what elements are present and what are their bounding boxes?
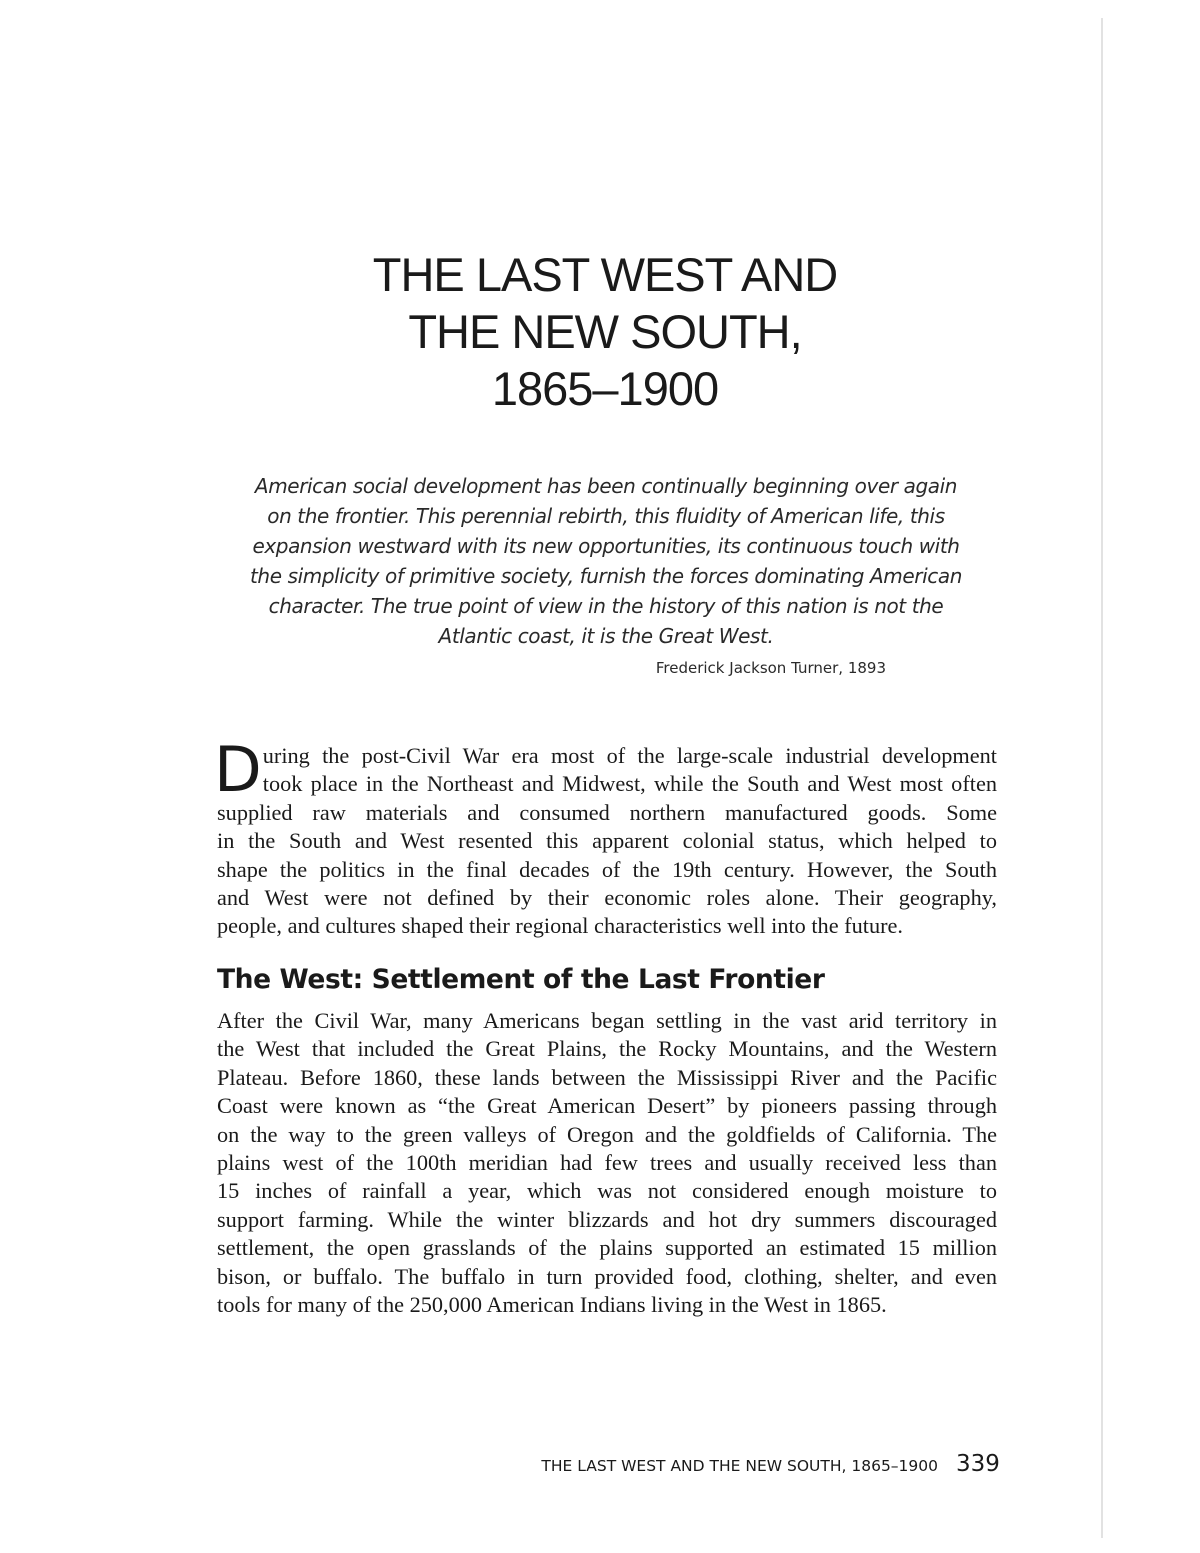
intro-line: uring the post-Civil War era most of the large-scale industrial development — [262, 743, 997, 768]
section-line: tools for many of the 250,000 American Indians living in the West in 1865. — [217, 1292, 887, 1318]
page-number: 339 — [956, 1451, 1000, 1477]
intro-line: took place in the Northeast and Midwest, while the South and West most often — [262, 771, 997, 797]
intro-paragraph — [214, 733, 997, 941]
intro-line: supplied raw materials and consumed northern manufactured goods. Some — [217, 799, 997, 825]
section-line: bison, or buffalo. The buffalo in turn provided food, clothing, shelter, and even — [217, 1263, 997, 1289]
epigraph-quote — [230, 471, 982, 651]
section-line: After the Civil War, many Americans began settling in the vast arid territory in — [217, 1008, 997, 1033]
epigraph-line: character. The true point of view in the history of this nation is not the — [268, 594, 944, 618]
epigraph-line: on the frontier. This perennial rebirth, this fluidity of American life, this — [267, 504, 945, 528]
epigraph-attribution: Frederick Jackson Turner, 1893 — [655, 659, 886, 677]
section-line: plains west of the 100th meridian had few trees and usually received less than — [217, 1150, 997, 1176]
epigraph-line: expansion westward with its new opportunities, its continuous touch with — [252, 534, 960, 558]
section-paragraph — [217, 1007, 997, 1319]
epigraph-line: American social development has been continually beginning over again — [254, 474, 958, 498]
epigraph-line: Atlantic coast, it is the Great West. — [438, 624, 774, 648]
chapter-title — [250, 246, 960, 417]
section-line: support farming. While the winter blizzards and hot dry summers discouraged — [217, 1206, 997, 1232]
section-line: on the way to the green valleys of Oregon and the goldfields of California. The — [217, 1121, 997, 1147]
intro-line: and West were not defined by their economic roles alone. Their geography, — [217, 885, 997, 911]
intro-line: shape the politics in the final decades of the 19th century. However, the South — [217, 856, 997, 882]
section-line: 15 inches of rainfall a year, which was not considered enough moisture to — [217, 1178, 997, 1204]
section-line: Coast were known as “the Great American Desert” by pioneers passing through — [217, 1093, 997, 1119]
page-edge-divider — [1101, 18, 1103, 1538]
intro-line: people, and cultures shaped their regional characteristics well into the future. — [217, 913, 903, 939]
section-line: the West that included the Great Plains, the Rocky Mountains, and the Western — [217, 1036, 997, 1062]
section-line: settlement, the open grasslands of the plains supported an estimated 15 million — [217, 1235, 997, 1261]
intro-line: in the South and West resented this apparent colonial status, which helped to — [217, 828, 997, 854]
chapter-title-line: THE NEW SOUTH, — [408, 305, 802, 358]
chapter-title-line: THE LAST WEST AND — [372, 248, 838, 301]
section-line: Plateau. Before 1860, these lands between the Mississippi River and the Pacific — [217, 1064, 997, 1090]
epigraph-line: the simplicity of primitive society, furnish the forces dominating American — [249, 564, 963, 588]
running-footer: THE LAST WEST AND THE NEW SOUTH, 1865–1900 — [541, 1457, 938, 1475]
drop-cap: D — [214, 733, 262, 806]
chapter-title-line: 1865–1900 — [491, 362, 719, 415]
section-heading: The West: Settlement of the Last Frontier — [217, 964, 825, 995]
